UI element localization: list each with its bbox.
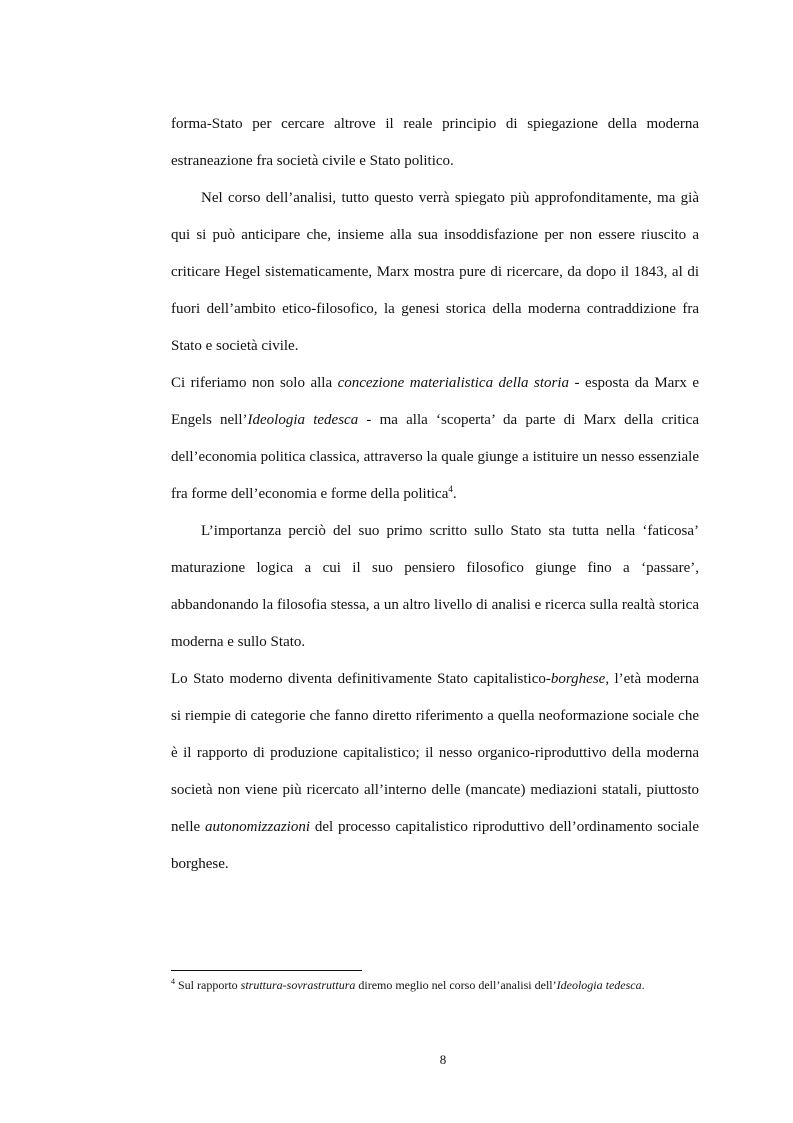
paragraph-5-italic-1: borghese [550, 671, 606, 687]
paragraph-1: forma-Stato per cercare altrove il reale principio di spiegazione della moderna estraneazione fra società civile e Stato politico. [171, 116, 699, 169]
footnote-italic-2: Ideologia tedesca [556, 978, 642, 992]
paragraph-4: L’importanza perciò del suo primo scritto sullo Stato sta tutta nella ‘faticosa’ maturazione logica a cui il suo pensiero filosofico giunge fino a ‘passare’, abbandonando la filosofia stessa, a un altro livello di analisi e ricerca sulla realtà storica moderna e sullo Stato. [171, 523, 699, 650]
page-number: 8 [439, 1052, 447, 1067]
paragraph-3 [171, 365, 699, 513]
footnote-text-1: Sul rapporto [175, 978, 241, 992]
footnote-reference[interactable]: 4 [448, 484, 453, 494]
paragraph-5-text-1: Lo Stato moderno diventa definitivamente Stato capitalistico- [171, 671, 551, 687]
paragraph-3-text-4: . [452, 486, 457, 502]
paragraph-2: Nel corso dell’analisi, tutto questo verrà spiegato più approfonditamente, ma già qui si può anticipare che, insieme alla sua insoddisfazione per non essere riuscito a criticare Hegel sistematicamente, Marx mostra pure di ricercare, da dopo il 1843, al di fuori dell’ambito etico-filosofico, la genesi storica della moderna contraddizione fra Stato e società civile. [171, 190, 699, 354]
footnote-text-2: diremo meglio nel corso dell’analisi dell’ [355, 978, 557, 992]
paragraph-3-italic-1: concezione materialistica della storia [337, 375, 570, 391]
paragraph-3-italic-2: Ideologia tedesca [247, 412, 359, 428]
paragraph-5-text-3: del processo capitalistico riproduttivo dell’ordinamento sociale borghese. [171, 819, 699, 872]
body-text [171, 106, 699, 883]
paragraph-5-italic-2: autonomizzazioni [205, 819, 311, 835]
paragraph-5 [171, 661, 699, 883]
footnote [171, 977, 711, 993]
paragraph-3-text-3: - ma alla ‘scoperta’ da parte di Marx della critica dell’economia politica classica, attraverso la quale giunge a istituire un nesso essenziale fra forme dell’economia e forme della politica [171, 412, 699, 502]
paragraph-3-text-2: - esposta da Marx e Engels nell’ [171, 375, 699, 428]
paragraph-5-text-2: , l’età moderna si riempie di categorie che fanno diretto riferimento a quella neoformazione sociale che è il rapporto di produzione capitalistico; il nesso organico-riproduttivo della moderna società non viene più ricercato all’interno delle (mancate) mediazioni statali, piuttosto nelle [171, 671, 700, 835]
footnote-italic-1: struttura-sovrastruttura [240, 978, 356, 992]
paragraph-3-text-1: Ci riferiamo non solo alla [171, 375, 338, 391]
footnote-number: 4 [171, 977, 175, 986]
footnote-separator [171, 970, 362, 971]
footnote-text-3: . [641, 978, 645, 992]
